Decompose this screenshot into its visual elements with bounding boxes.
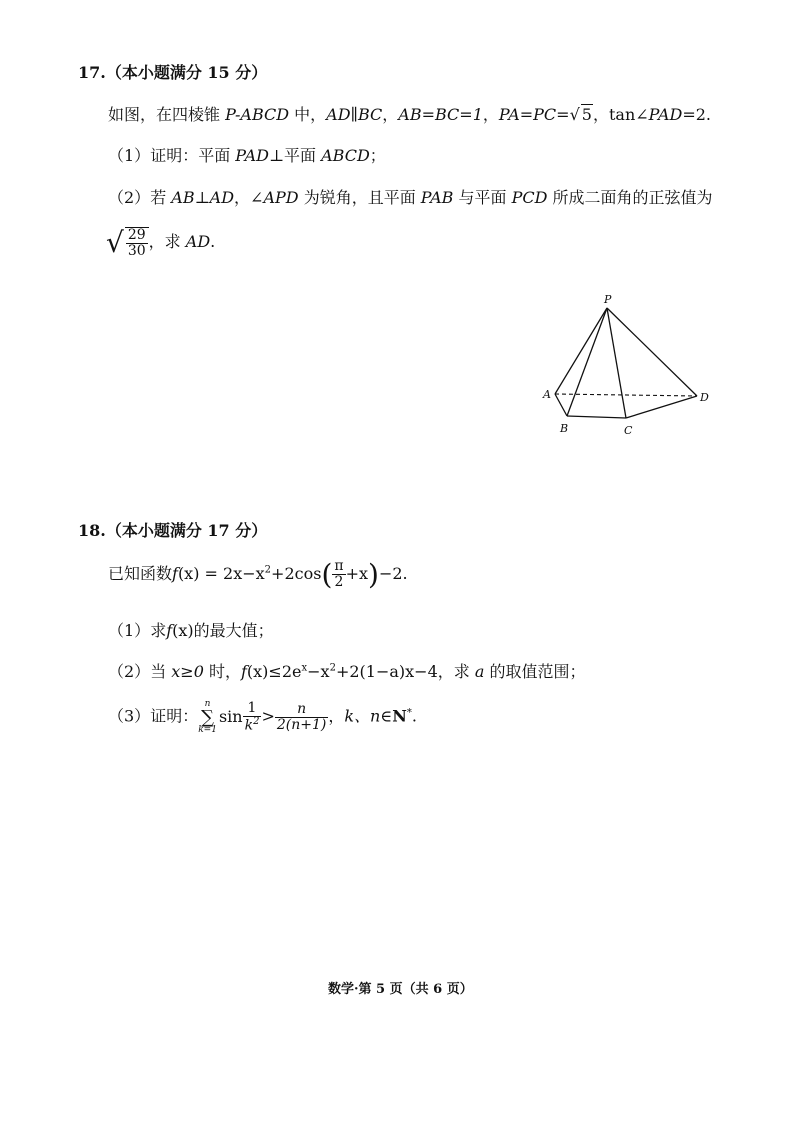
q18-part1-label: （1） [108,621,151,640]
q17-part1-text: ⊥平面 [268,146,322,165]
fraction-numerator: 1 [243,701,262,717]
edge-ab [555,394,567,416]
q18-variables: k、n [344,706,381,726]
q18-part3-text: 证明： [150,706,199,726]
sin-function: sin [218,706,243,726]
q17-sqrt-radicand: 5 [581,105,592,124]
q17-tan-angle: PAD [648,105,683,124]
sqrt-symbol: √ [106,226,124,259]
q17-pyramid-name: P-ABCD [225,105,290,124]
q18-part3-text: ， [328,706,345,726]
q17-stem-text: 中， [289,105,327,124]
edge-pb [567,308,607,416]
q18-part2 [108,659,585,682]
q17-part2-text: ，求 [148,232,186,251]
q18-header [78,518,267,541]
q18-stem [108,558,408,591]
edge-pa [555,308,607,394]
n-over-2n-plus-1 [275,702,329,732]
q17-part1-text: ； [369,146,386,165]
q18-function-name: f [166,621,173,640]
q18-inequality: ≤2e [268,662,302,681]
q17-condition-parallel: AD∥BC [326,105,383,124]
paren-left: ( [321,558,333,591]
q17-target-ad: AD [185,232,211,251]
one-over-k-squared [243,701,262,733]
exponent: x [301,662,308,674]
q17-stem-text: 如图，在四棱锥 [108,105,226,124]
q17-part1 [108,143,386,166]
q18-param-a: a [474,662,485,681]
q17-part2-text: ，∠ [234,188,264,207]
q18-points: （本小题满分 17 分） [105,521,268,540]
q17-part2-text: 为锐角，且平面 [298,188,421,207]
summation [198,700,217,734]
paren-right: ) [368,558,379,591]
q18-part2-text: 时， [203,662,241,681]
q18-expression: +2cos [271,564,322,583]
q17-part1-text: 证明：平面 [150,146,236,165]
q18-part2-label: （2） [108,662,151,681]
q17-part2-text: 与平面 [453,188,512,207]
q17-part2-label: （2） [108,188,151,207]
q17-part1-label: （1） [108,146,151,165]
q17-number: 17. [78,63,106,82]
q17-tan-function: tan∠ [608,105,649,124]
q17-part2-answer-line [106,226,215,259]
q18-function-name: f [172,564,178,583]
q17-sine-fraction [125,227,149,258]
q18-part2-text: ，求 [437,662,475,681]
q18-function-arg: (x) [246,662,269,681]
q17-points: （本小题满分 15 分） [105,63,268,82]
q18-expression: −2. [378,564,408,583]
q18-part1 [108,618,274,641]
q18-part1-text: 的最大值； [193,621,274,640]
q18-function-name: f [240,662,247,681]
exponent: 2 [329,662,336,674]
q17-stem-text: ， [482,105,499,124]
q17-condition-perp: AB⊥AD [171,188,235,207]
q17-part2-text: . [210,232,216,251]
exponent: 2 [253,715,260,727]
q18-number: 18. [78,521,106,540]
q18-function-arg: (x) [177,564,200,583]
q18-pi-over-2 [332,559,345,589]
edge-ad-hidden [555,394,697,396]
q17-condition-lengths: AB=BC=1 [398,105,483,124]
q18-stem-text: 已知函数 [108,564,173,583]
q17-part2-text: 所成二面角的正弦值为 [547,188,713,207]
q17-plane-abcd: ABCD [321,146,370,165]
q18-part3 [108,700,417,734]
q17-angle-apd: APD [263,188,299,207]
q17-part2 [108,185,713,208]
sum-upper-limit: n [204,699,211,709]
q17-plane-pab: PAB [420,188,454,207]
page-footer: 数学·第 5 页（共 6 页） [328,982,473,997]
q17-header [78,60,267,83]
q18-inequality: −x [307,662,330,681]
q17-condition-pa-pc: PA=PC= [498,105,570,124]
sum-lower-limit: k=1 [198,724,217,735]
vertex-label-p: P [604,293,612,306]
denominator-base: k [244,717,254,734]
q17-part2-text: 若 [150,188,172,207]
pyramid-figure [540,290,720,440]
element-of: ∈ [380,706,393,726]
q17-stem-text: ， [592,105,609,124]
q18-expression: = 2x−x [199,564,265,583]
q17-tan-value: =2. [682,105,712,124]
fraction-numerator: 29 [127,226,146,243]
q18-expression: +x [345,564,369,583]
natural-numbers-set: N [392,706,407,726]
q18-condition: x≥0 [171,662,204,681]
exponent: 2 [264,564,272,576]
vertex-label-c: C [624,424,633,437]
sqrt-symbol: √ [569,105,580,124]
q18-function-arg: (x) [172,621,194,640]
q18-part3-text: . [411,706,417,726]
q17-plane-pad: PAD [235,146,269,165]
edge-cd [626,396,697,418]
fraction-denominator: 30 [127,242,146,259]
set-star: * [406,707,412,719]
greater-than: > [261,706,275,726]
sum-symbol: ∑ [201,706,214,728]
q18-part2-text: 当 [150,662,172,681]
vertex-label-a: A [543,388,551,401]
fraction-numerator: n [275,702,329,718]
edge-bc [567,416,626,418]
fraction-denominator: 2 [334,574,344,590]
q17-plane-pcd: PCD [511,188,548,207]
vertex-label-b: B [560,422,569,435]
q17-stem-text: ， [382,105,399,124]
q17-stem [108,102,711,125]
vertex-label-d: D [700,391,709,404]
q18-part1-text: 求 [150,621,167,640]
q18-part2-text: 的取值范围； [484,662,586,681]
fraction-denominator: 2(n+1) [276,716,327,733]
fraction-numerator: π [334,558,344,575]
q18-part3-label: （3） [108,706,151,726]
fraction-denominator [243,717,262,733]
q18-inequality: +2(1−a)x−4 [335,662,438,681]
